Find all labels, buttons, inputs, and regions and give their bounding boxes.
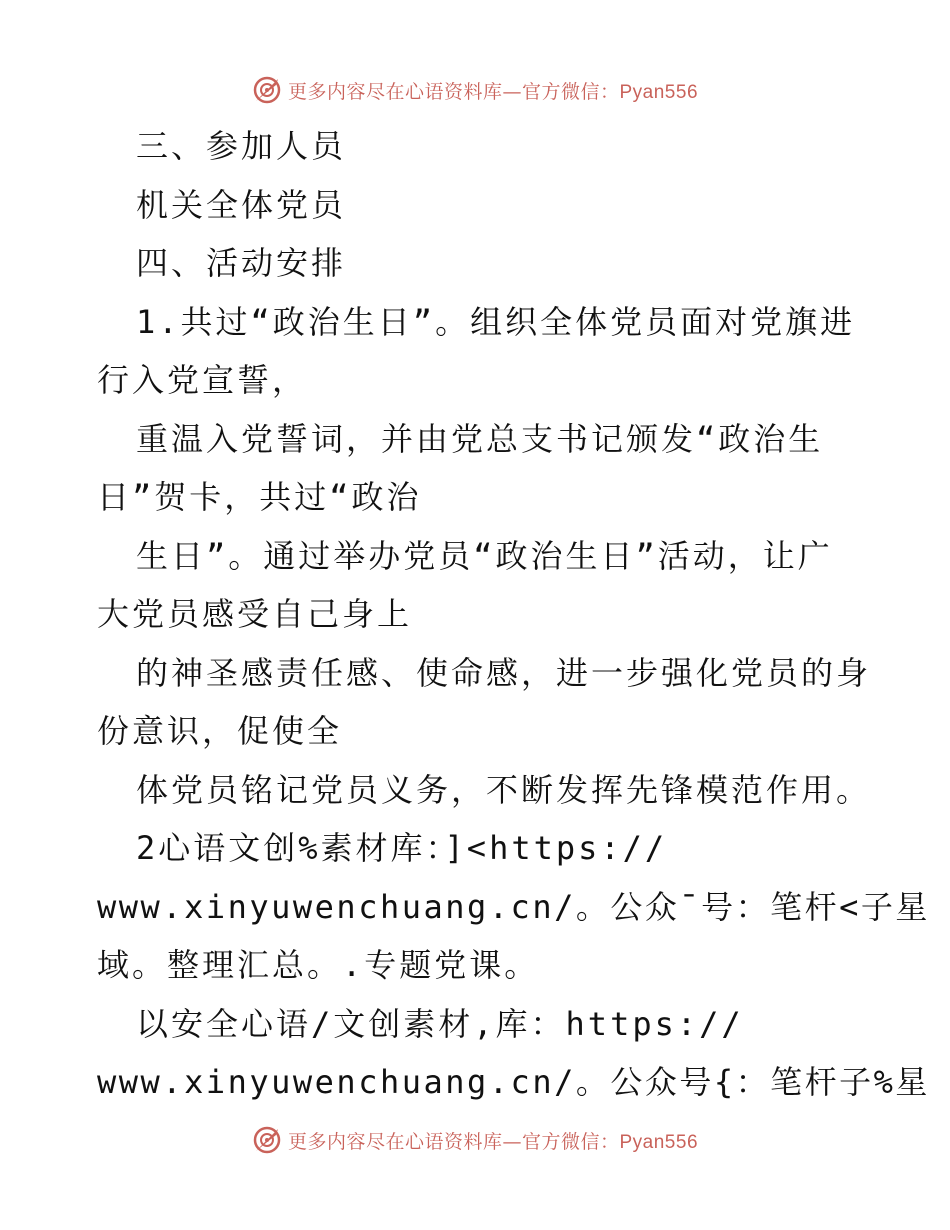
text-line: 的神圣感责任感、使命感，进一步强化党员的身 — [136, 654, 872, 692]
header-watermark — [0, 70, 950, 110]
text-line: 份意识，促使全 — [97, 712, 343, 750]
text-line: 四、活动安排 — [136, 244, 347, 282]
watermark-handle: Pyan556 — [619, 1131, 699, 1153]
watermark-prefix: 更多内容尽在心语资料库—官方微信： — [287, 80, 620, 103]
text-line: 三、参加人员 — [136, 127, 347, 165]
text-line: 行入党宣誓， — [97, 361, 308, 399]
text-line: 生日”。通过举办党员“政治生日”活动，让广 — [136, 537, 833, 575]
watermark-handle: Pyan556 — [619, 81, 699, 103]
text-line: 域。整理汇总。.专题党课。 — [97, 946, 540, 984]
text-line: www.xinyuwenchuang.cn/。公众¯号：笔杆<子星 — [97, 888, 930, 926]
text-line: 日”贺卡，共过“政治 — [97, 478, 422, 516]
text-line: 1.共过“政治生日”。组织全体党员面对党旗进 — [136, 303, 856, 341]
text-line: www.xinyuwenchuang.cn/。公众号{：笔杆子%星 — [97, 1063, 930, 1101]
text-line: 以安全心语/文创素材,库：https:// — [136, 1005, 744, 1043]
text-line: 重温入党誓词，并由党总支书记颁发“政治生 — [136, 420, 824, 458]
watermark-prefix: 更多内容尽在心语资料库—官方微信： — [287, 1130, 620, 1153]
text-line: 体党员铭记党员义务，不断发挥先锋模范作用。 — [136, 771, 872, 809]
text-line: 大党员感受自己身上 — [97, 595, 413, 633]
text-line: 机关全体党员 — [136, 186, 347, 224]
watermark-logo-icon — [252, 75, 282, 105]
text-line: 2心语文创%素材库：]<https:// — [136, 829, 668, 867]
watermark-text — [288, 1127, 698, 1154]
footer-watermark — [0, 1120, 950, 1160]
watermark-text — [288, 77, 698, 104]
watermark-logo-icon — [252, 1125, 282, 1155]
